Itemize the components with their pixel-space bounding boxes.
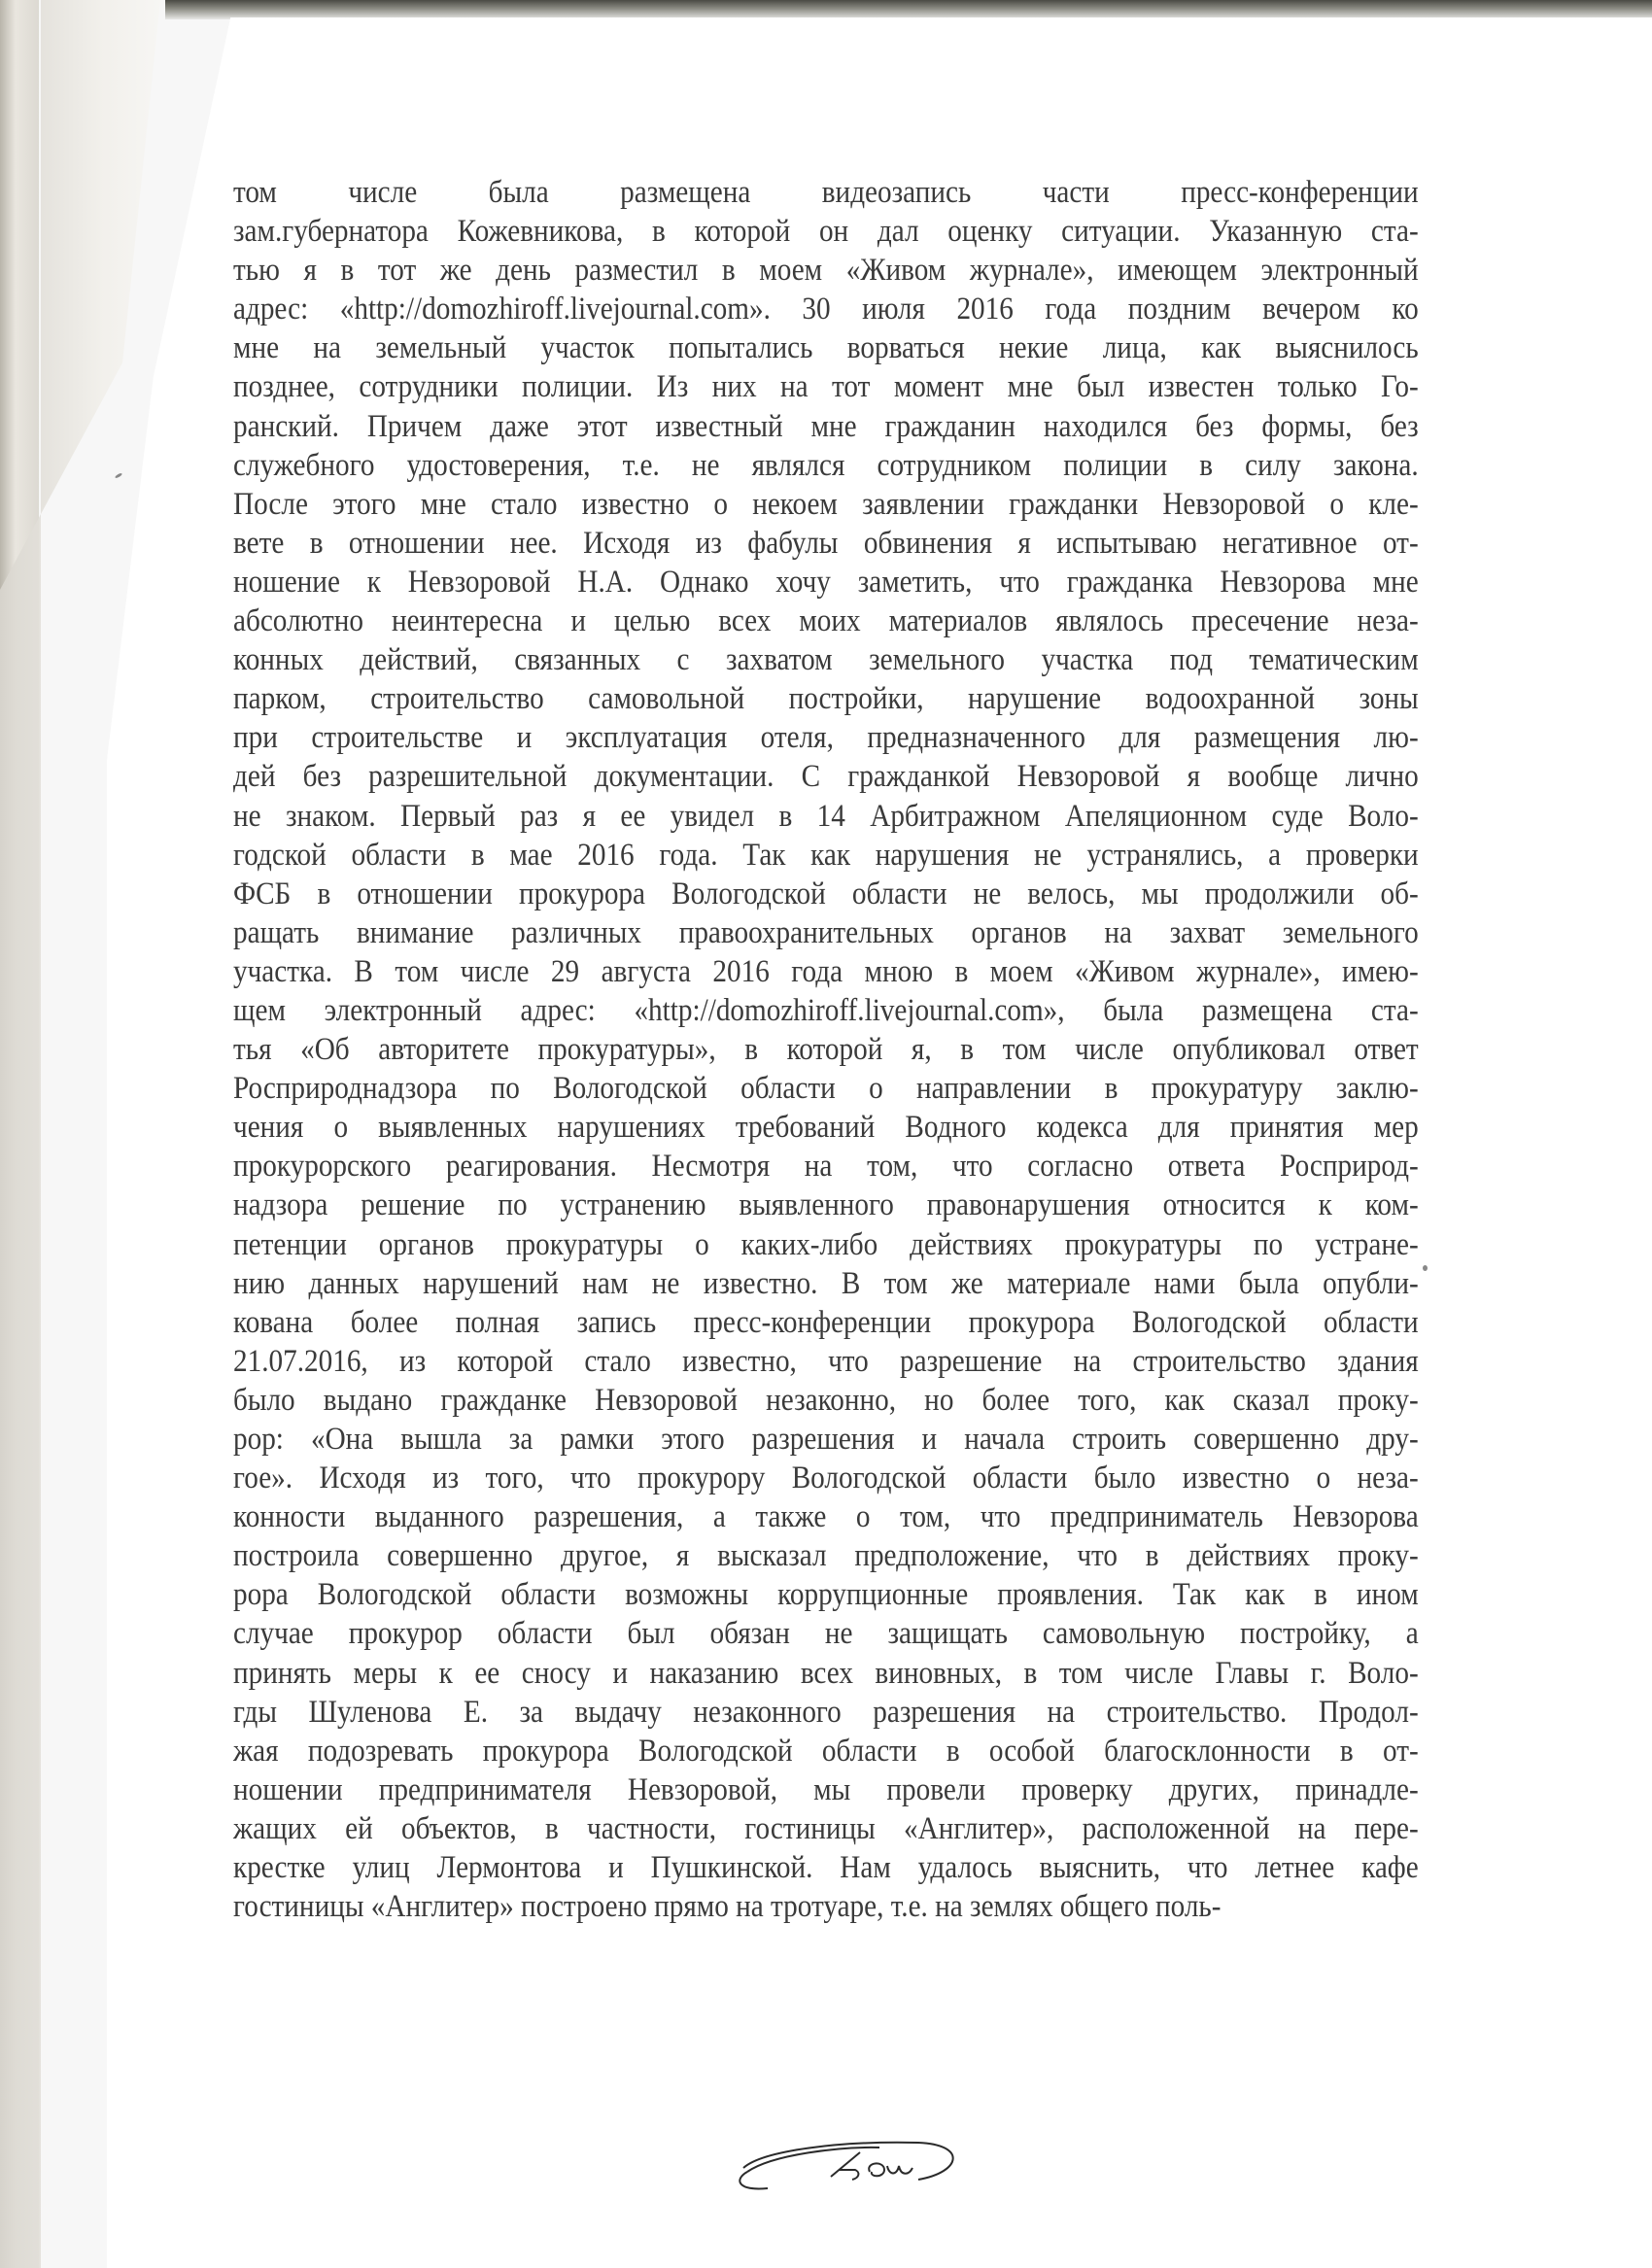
text-line: надзора решение по устранению выявленного правонарушения относится к ком- <box>233 1186 1419 1223</box>
text-line: гое». Исходя из того, что прокурору Вологодской области было известно о неза- <box>233 1460 1419 1496</box>
text-line: гды Шуленова Е. за выдачу незаконного разрешения на строительство. Продол- <box>233 1693 1419 1730</box>
text-line: парком, строительство самовольной постройки, нарушение водоохранной зоны <box>233 680 1419 717</box>
text-line: петенции органов прокуратуры о каких-либо действиях прокуратуры по устране- <box>233 1225 1419 1262</box>
text-line: не знаком. Первый раз я ее увидел в 14 Арбитражном Апеляционном суде Воло- <box>233 797 1419 834</box>
text-line: щем электронный адрес: «http://domozhiroff.livejournal.com», была размещена ста- <box>233 991 1419 1028</box>
text-line: было выдано гражданке Невзоровой незаконно, но более того, как сказал проку- <box>233 1381 1419 1418</box>
signature-stroke <box>740 2172 768 2188</box>
text-line: при строительстве и эксплуатация отеля, предназначенного для размещения лю- <box>233 719 1419 756</box>
text-line: тья «Об авторитете прокуратуры», в которой я, в том числе опубликовал ответ <box>233 1031 1419 1068</box>
text-line: рора Вологодской области возможны коррупционные проявления. Так как в ином <box>233 1576 1419 1613</box>
text-line: конности выданного разрешения, а также о том, что предприниматель Невзорова <box>233 1498 1419 1535</box>
text-line: абсолютно неинтересна и целью всех моих материалов являлось пресечение неза- <box>233 602 1419 639</box>
text-line: ношении предпринимателя Невзоровой, мы провели проверку других, принадле- <box>233 1770 1419 1807</box>
text-line: рор: «Она вышла за рамки этого разрешения и начала строить совершенно дру- <box>233 1421 1419 1457</box>
text-line: позднее, сотрудники полиции. Из них на тот момент мне был известен только Го- <box>233 368 1419 405</box>
text-line: кована более полная запись пресс-конференции прокурора Вологодской области <box>233 1303 1419 1340</box>
text-line: дей без разрешительной документации. С гражданкой Невзоровой я вообще лично <box>233 758 1419 795</box>
signature-stroke <box>747 2148 879 2172</box>
signature <box>724 2133 977 2201</box>
text-line: тью я в тот же день разместил в моем «Живом журнале», имеющем электронный <box>233 252 1419 289</box>
document-body-text <box>233 173 1419 1926</box>
text-line: служебного удостоверения, т.е. не являлся сотрудником полиции в силу закона. <box>233 446 1419 483</box>
text-line: ношение к Невзоровой Н.А. Однако хочу заметить, что гражданка Невзорова мне <box>233 563 1419 600</box>
text-line: адрес: «http://domozhiroff.livejournal.com». 30 июля 2016 года поздним вечером ко <box>233 291 1419 327</box>
text-line: нию данных нарушений нам не известно. В том же материале нами была опубли- <box>233 1264 1419 1301</box>
text-line: мне на земельный участок попытались ворваться некие лица, как выяснилось <box>233 329 1419 366</box>
text-line: прокурорского реагирования. Несмотря на том, что согласно ответа Росприрод- <box>233 1148 1419 1185</box>
text-line: случае прокурор области был обязан не защищать самовольную постройку, а <box>233 1615 1419 1652</box>
text-line: том числе была размещена видеозапись части пресс-конференции <box>233 174 1419 210</box>
scanner-top-edge <box>165 0 1652 19</box>
signature-stroke <box>831 2152 860 2180</box>
text-line: принять меры к ее сносу и наказанию всех виновных, в том числе Главы г. Воло- <box>233 1654 1419 1691</box>
text-line: конных действий, связанных с захватом земельного участка под тематическим <box>233 641 1419 678</box>
scan-speck <box>115 472 122 479</box>
signature-stroke <box>869 2163 912 2176</box>
text-line: крестке улиц Лермонтова и Пушкинской. Нам удалось выяснить, что летнее кафе <box>233 1849 1419 1886</box>
text-line: участка. В том числе 29 августа 2016 года мною в моем «Живом журнале», имею- <box>233 952 1419 989</box>
text-line: ранский. Причем даже этот известный мне гражданин находился без формы, без <box>233 407 1419 444</box>
text-line: вете в отношении нее. Исходя из фабулы обвинения я испытываю негативное от- <box>233 524 1419 561</box>
text-line: построила совершенно другое, я высказал предположение, что в действиях проку- <box>233 1537 1419 1574</box>
text-line: зам.губернатора Кожевникова, в которой он дал оценку ситуации. Указанную ста- <box>233 213 1419 250</box>
text-line: ращать внимание различных правоохранительных органов на захват земельного <box>233 913 1419 950</box>
scan-speck <box>1423 1265 1428 1271</box>
text-line: жащих ей объектов, в частности, гостиницы «Англитер», расположенной на пере- <box>233 1809 1419 1846</box>
text-line: жая подозревать прокурора Вологодской области в особой благосклонности в от- <box>233 1732 1419 1769</box>
text-line: чения о выявленных нарушениях требований Водного кодекса для принятия мер <box>233 1109 1419 1146</box>
text-line: Росприроднадзора по Вологодской области о направлении в прокуратуру заклю- <box>233 1070 1419 1107</box>
text-line: После этого мне стало известно о некоем заявлении гражданки Невзоровой о кле- <box>233 485 1419 522</box>
text-line: 21.07.2016, из которой стало известно, что разрешение на строительство здания <box>233 1342 1419 1379</box>
text-line: годской области в мае 2016 года. Так как нарушения не устранялись, а проверки <box>233 836 1419 873</box>
text-line: гостиницы «Англитер» построено прямо на тротуаре, т.е. на землях общего поль- <box>233 1888 1222 1925</box>
text-line: ФСБ в отношении прокурора Вологодской области не велось, мы продолжили об- <box>233 875 1419 911</box>
